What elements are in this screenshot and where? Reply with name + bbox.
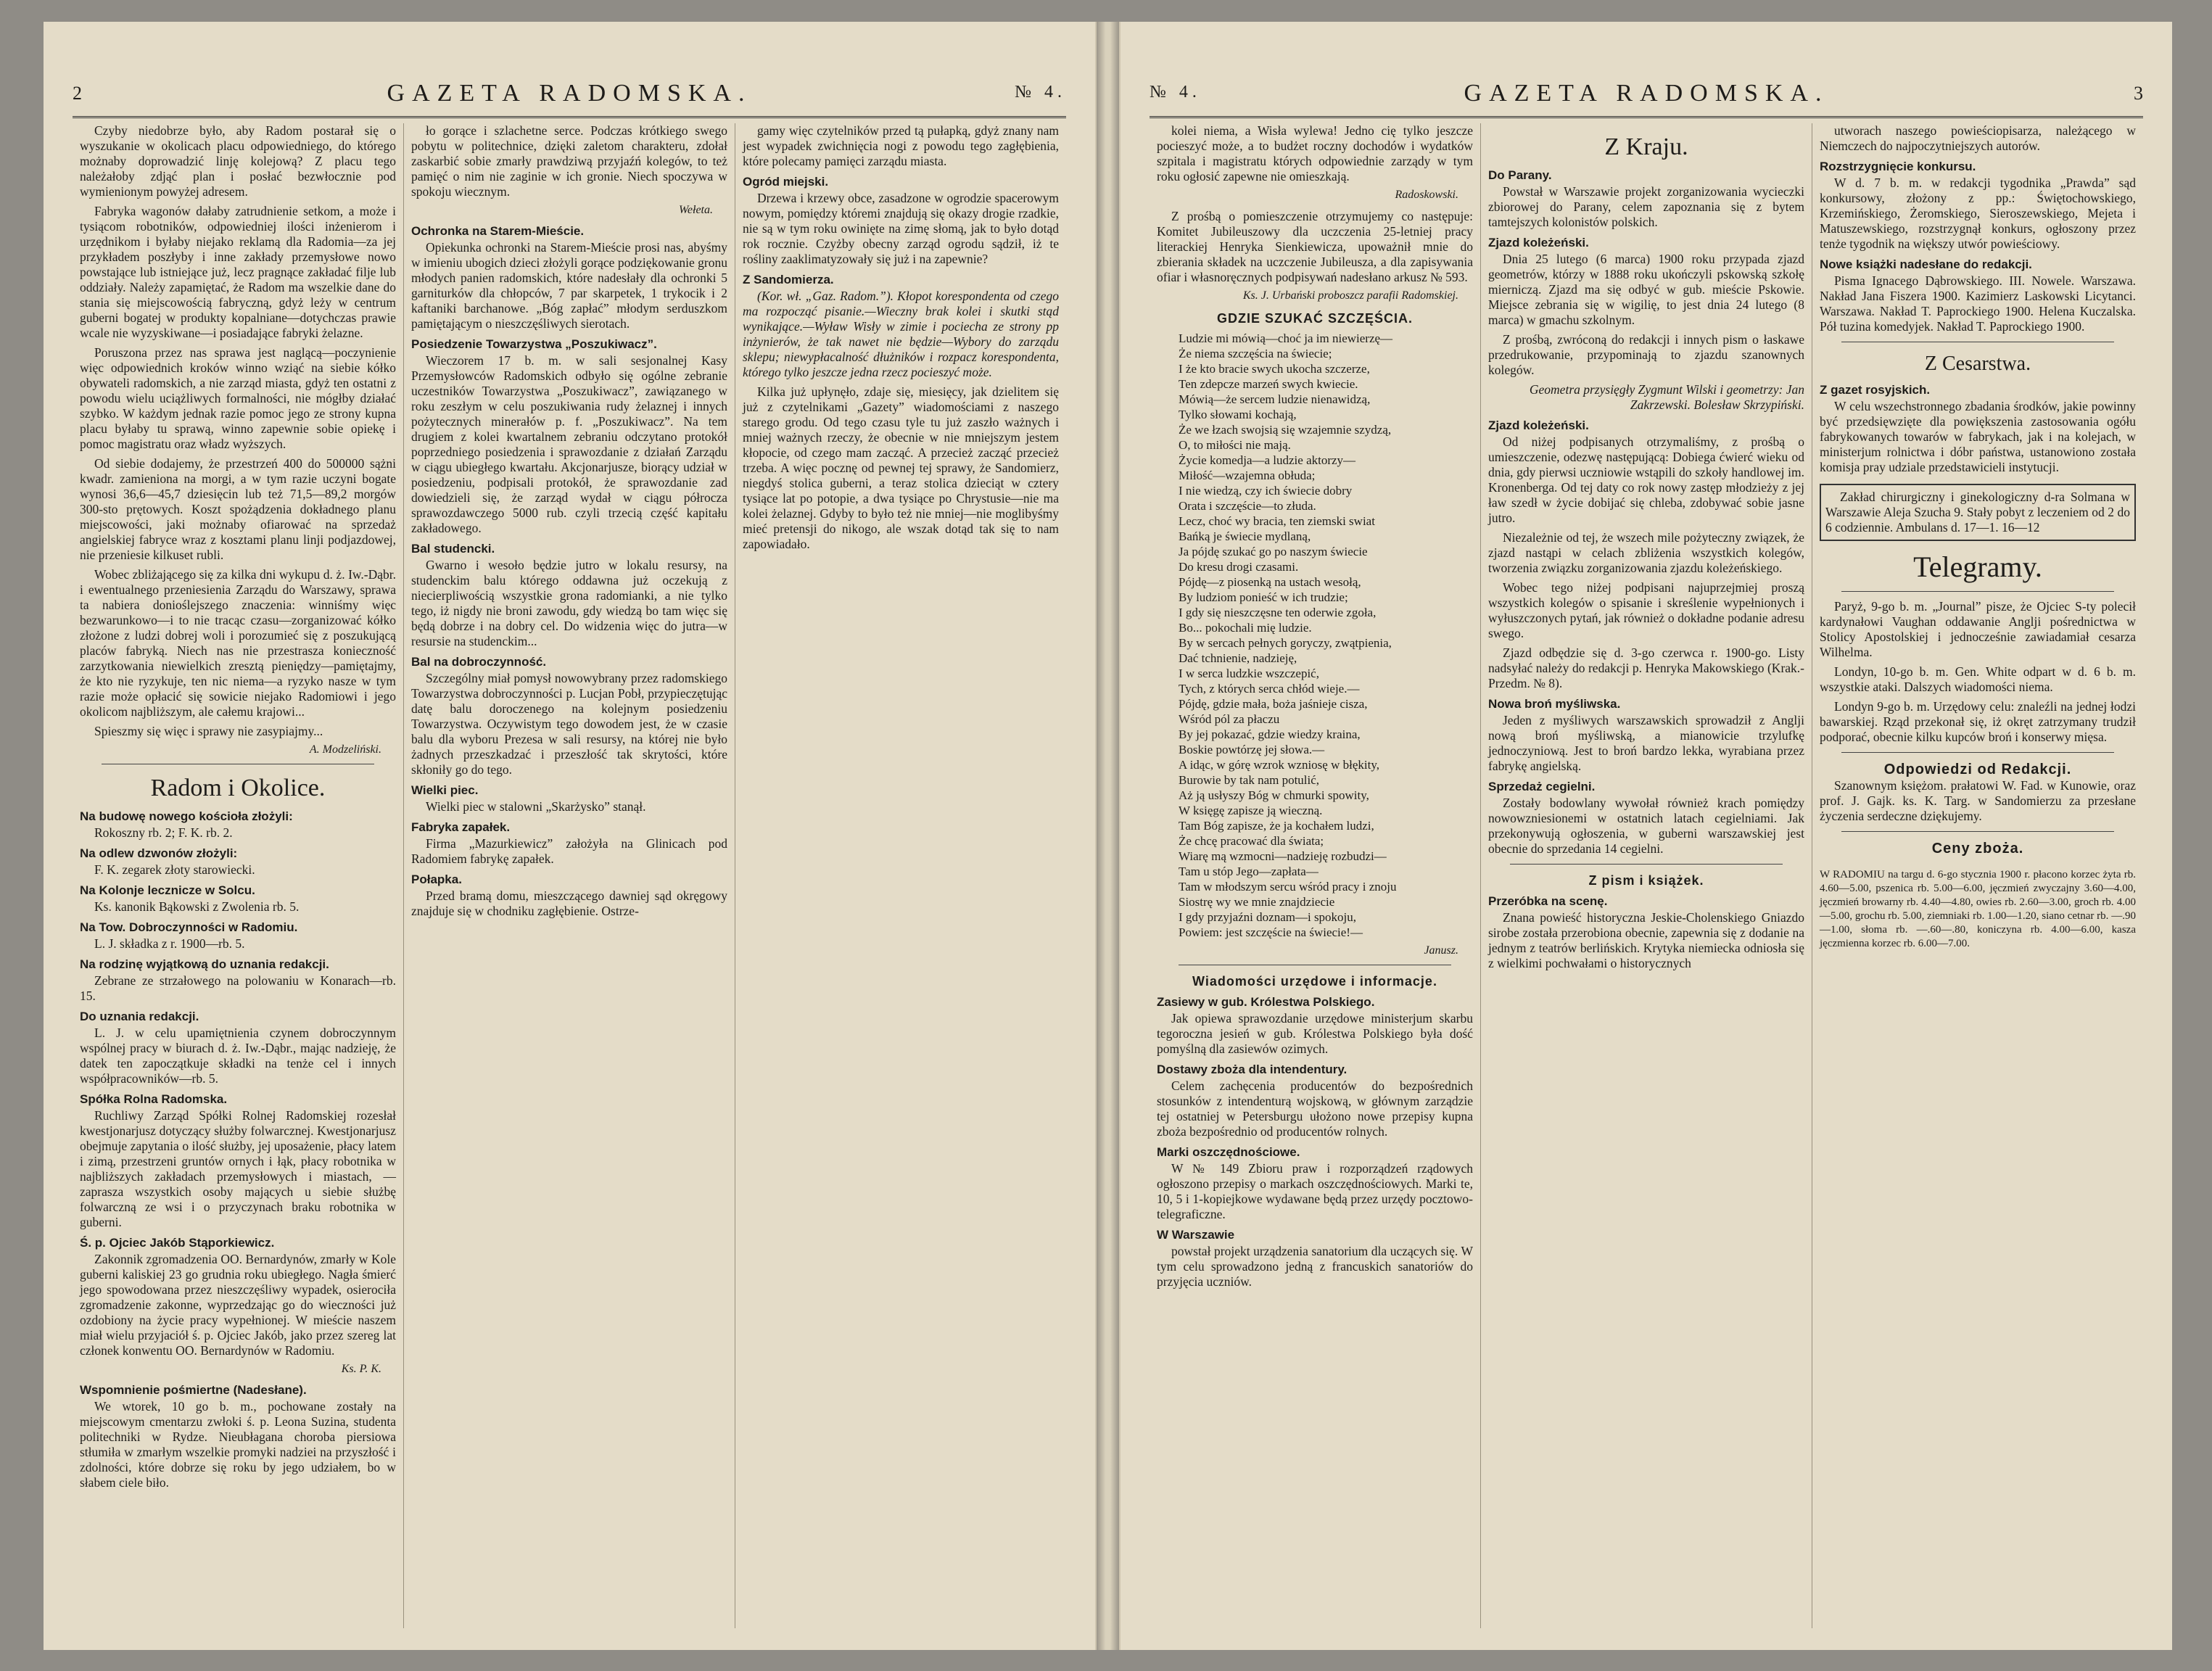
left-column-1 <box>73 123 403 1628</box>
poem-line: Orata i szczęście—to złuda. <box>1179 499 1316 513</box>
signature: A. Modzeliński. <box>309 743 381 756</box>
item-text: (Kor. wł. „Gaz. Radom.”). Kłopot korespondenta od czego ma rozpocząć pisanie.—Wieczny brak kolei i skutki stąd wynikające.—Wyław Wisły w zimie i pociecha ze strony pp inżynierów, że tak nawet nie będzie—Wybory do zarządu sklepu; niewypłacalność dłużników i rozpacz korespondenta, którego tylko jeszcze jedna rzecz pocieszyć może. <box>743 289 1059 379</box>
item-text: Z prośbą, zwróconą do redakcji i innych pism o łaskawe przedrukowanie, przypominają to zjazdu szanownych kolegów. <box>1488 332 1804 377</box>
left-column-3 <box>735 123 1066 1628</box>
item-text: Rokoszny rb. 2; F. K. rb. 2. <box>94 825 233 840</box>
telegram: Londyn, 10-go b. m. Gen. White odpart w d. 6 b. m. wszystkie ataki. Dalszych wiadomości niema. <box>1820 664 2136 694</box>
poem-line: Aż ją usłyszy Bóg w chmurki spowity, <box>1179 788 1369 802</box>
item-heading: W Warszawie <box>1157 1228 1235 1242</box>
item-heading: Ogród miejski. <box>743 175 829 189</box>
item-heading: Nowe książki nadesłane do redakcji. <box>1820 257 2032 271</box>
poem-line: O, to miłości nie mają. <box>1179 438 1291 452</box>
poem-line: By ludziom ponieść w ich trudzie; <box>1179 590 1348 604</box>
item-text: Przed bramą domu, mieszczącego dawniej sąd okręgowy znajduje się w chodniku zagłębienie. Ostrze- <box>411 888 727 918</box>
item-text: Geometra przysięgły Zygmunt Wilski i geometrzy: Jan Zakrzewski. Bolesław Skrzypiński. <box>1529 382 1804 412</box>
item-heading: Przeróbka na scenę. <box>1488 894 1608 908</box>
item-heading: Bal na dobroczynność. <box>411 655 547 669</box>
item-text: Od niżej podpisanych otrzymaliśmy, z prośbą o umieszczenie, odezwę następującą: Dobiega ćwierć wieku od dnia, gdy pierwsi uczniowie wstąpili do szkoły handlowej im. Kronenberga. Od tej daty co rok nowy zastęp młodzieży z jej ław szedł w życie dobijać się chleba, zdobywać sobie jasne jutro. <box>1488 434 1804 525</box>
item-text: Niezależnie od tej, że wszech mile pożyteczny związek, że zjazd nastąpi w celach zbliżenia wszystkich kolegów, tworzenia związku zorganizowania zjazdu koleżeńskiego. <box>1488 530 1804 575</box>
item-heading: Posiedzenie Towarzystwa „Poszukiwacz”. <box>411 337 657 351</box>
item-text: powstał projekt urządzenia sanatorium dla uczących się. W tym celu sprowadzono jedną z francuskich sanatoriów do przyjęcia uczniów. <box>1157 1244 1473 1289</box>
signature: Radoskowski. <box>1395 189 1458 201</box>
signature: Janusz. <box>1424 944 1458 957</box>
item-heading: Na rodzinę wyjątkową do uznania redakcji. <box>80 957 329 971</box>
item-heading: Ochronka na Starem-Mieście. <box>411 224 585 238</box>
section-heading: Odpowiedzi od Redakcji. <box>1883 762 2072 777</box>
poem-line: W księgę zapisze ją wieczną. <box>1179 804 1323 817</box>
poem-line: By w sercach pełnych goryczy, zwątpienia, <box>1179 636 1392 650</box>
item-text: Jeden z myśliwych warszawskich sprowadził z Anglji nową broń myśliwską, a mianowicie trzylufkę jednoczyniową. Jest to broń bardzo lekka, wyrabiana przez fabrykę angielską. <box>1488 713 1804 773</box>
section-heading: Z pism i książek. <box>1588 873 1704 888</box>
item-heading: Nowa broń myśliwska. <box>1488 697 1621 711</box>
item-heading: Zasiewy w gub. Królestwa Polskiego. <box>1157 995 1375 1009</box>
paragraph: Z prośbą o pomieszczenie otrzymujemy co następuje: Komitet Jubileuszowy dla uczczenia 25-letniej pracy literackiej Henryka Sienkiewicza, upoważnił mnie do zbierania składek na uczczenie Jubileusza, a dla zapisywania ofiar i własnoręcznych podpisywań nadesłano arkusz № 593. <box>1157 209 1473 284</box>
poem-line: Że chcę pracować dla świata; <box>1179 834 1324 848</box>
item-heading: Z gazet rosyjskich. <box>1820 383 1931 397</box>
paragraph: Czyby niedobrze było, aby Radom postarał się o wyszukanie w okolicach placu odpowiedniego, do którego możnaby doprowadzić linję kolejową? Z placu tego należałoby zdjąć plan i posłać bezwłocznie pod wymienionym powyżej adresem. <box>80 123 396 199</box>
poem-line: Powiem: jest szczęście na świecie!— <box>1179 925 1363 939</box>
poem-line: I w serca ludzkie wszczepić, <box>1179 667 1319 680</box>
masthead-title: GAZETA RADOMSKA. <box>1464 80 1829 107</box>
left-columns <box>73 123 1066 1628</box>
item-heading: Wielki piec. <box>411 783 479 797</box>
poem-line: Tych, z których serca chłód wieje.— <box>1179 682 1360 696</box>
paragraph: Wobec zbliżającego się za kilka dni wykupu d. ż. Iw.-Dąbr. i ewentualnego przeniesienia Zarządu do Warszawy, sprawa ta nabiera donioślejszego znaczenia: winniśmy więc bezwarunkowo—i to nie tracąc czasu—zorganizować kółko złożone z ludzi dobrej woli i porozumieć się z poszukującą placów fabryką. Niech nas nie przestrasza konieczność zarzytkowania niewielkich zresztą pieniędzy—pamiętajmy, że kto nie ryzykuje, ten nic niema—a ryzyko nasze w tym razie może opłacić się sowicie niejako Radomiowi i jego okolicom najbliższym, ale całemu krajowi... <box>80 567 396 719</box>
newspaper-spread <box>44 22 2172 1650</box>
item-heading: Wspomnienie pośmiertne (Nadesłane). <box>80 1383 307 1397</box>
telegram: Londyn 9-go b. m. Urzędowy celu: znaleźli na jednej łodzi bawarskiej. Rząd przekonał się, iż okręt zatrzymany trudził podporać, obecnie kilku kupców broń i konserwy mięsa. <box>1820 699 2136 744</box>
poem-line: By jej pokazać, gdzie wiedzy kraina, <box>1179 727 1361 741</box>
item-heading: Na Kolonje lecznicze w Solcu. <box>80 883 255 897</box>
item-text: Zostały bodowlany wywołał również krach pomiędzy nowowzniesionemi w ostatnich latach cegielniami. Jak przekonywują ogłoszenia, w guberni warszawskiej jest obecnie do sprzedania 14 cegielni. <box>1488 796 1804 856</box>
poem-line: Boskie powtórzę jej słowa.— <box>1179 743 1325 756</box>
item-text: Ks. kanonik Bąkowski z Zwolenia rb. 5. <box>94 899 300 914</box>
poem-line: Lecz, choć wy bracia, ten ziemski swiat <box>1179 514 1375 528</box>
poem-line: Tam u stóp Jego—zapłata— <box>1179 865 1318 878</box>
masthead-title: GAZETA RADOMSKA. <box>387 80 752 107</box>
telegram: Paryż, 9-go b. m. „Journal” pisze, że Ojciec S-ty polecił kardynałowi Vaughan oddawanie Anglji pośrednictwa w Stolicy Apostolskiej i jednocześnie zawiadamiał cesarza Wilhelma. <box>1820 599 2136 659</box>
item-text: L. J. w celu upamiętnienia czynem dobroczynnym wspólnej pracy w biurach d. ż. Iw.-Dąbr., mając nadzieję, że datek ten zapoczątkuje składki na tenże cel i innych współpracowników—rb. 5. <box>80 1026 396 1086</box>
paragraph: ło gorące i szlachetne serce. Podczas krótkiego swego pobytu w politechnice, dzięki zaletom charakteru, zdołał zaskarbić sobie zmarły prawdziwą przyjaźń kolegów, to też pamięć o nim nie zaginie w ich gronie. Niech spoczywa w spokoju wiecznym. <box>411 123 727 199</box>
issue-number: № 4. <box>1015 83 1066 102</box>
poem-line: Mówią—że sercem ludzie nienawidzą, <box>1179 392 1371 406</box>
poem-line: I gdy się nieszczęsne ten oderwie zgoła, <box>1179 606 1377 619</box>
item-heading: Z Sandomierza. <box>743 273 834 286</box>
item-text: Ruchliwy Zarząd Spółki Rolnej Radomskiej rozesłał kwestjonarjusz dotyczący służby folwarcznej. Kwestjonarjusz obejmuje zapytania o ilość służby, jej uposażenie, płacy latem i zimą, przestrzeni gruntów ornych i łąk, płacy robotnika w najbliższych zakładach przemysłowych i miastach, — zaprasza wszystkich osoby mających u siebie służbę folwarczną ze wsi i o przyczynach braku robotnika w guberni. <box>80 1108 396 1229</box>
page-number: 2 <box>73 83 82 104</box>
right-column-2 <box>1480 123 1812 1628</box>
item-text: W № 149 Zbioru praw i rozporządzeń rządowych ogłoszono przepisy o markach oszczędnościowych. Marki te, 10, 5 i 1-kopiejkowe wydawane będą przez urzędy pocztowo-telegraficzne. <box>1157 1161 1473 1221</box>
item-text: Dnia 25 lutego (6 marca) 1900 roku przypada zjazd geometrów, którzy w 1888 roku ukończyli pskowską szkołę mierniczą. Zjazd ma się odbyć w gub. mieście Pskowie. Miejsce zebrania się w wigilię, to jest dnia 24 lutego (8 marca) w gmachu szkolnym. <box>1488 252 1804 327</box>
poem-line: Wiarę mą wzmocni—nadzieję rozbudzi— <box>1179 849 1387 863</box>
paragraph: Fabryka wagonów dałaby zatrudnienie setkom, a może i tysiącom robotników, odpowiedniej ilości inżenierom i urzędnikom i byłaby niejako reklamą dla Radomia—za jej przykładem poszłyby i inne zakłady przemysłowe nowo powstające lub istniejące już, lecz pragnące zakładać filje lub oddziały. Należy zapamiętać, że Radom ma wszelkie dane do stania się miejscowością fabryczną, gdyż leży w centrum guberni bogatej w produkty kopalniane—dotychczas prawie wcale nie wyzyskiwane—i posiadające fabryki żelazne. <box>80 204 396 340</box>
item-heading: Do uznania redakcji. <box>80 1010 199 1023</box>
left-page <box>44 22 1097 1650</box>
right-column-1 <box>1150 123 1480 1628</box>
poem-line: I nie wiedzą, czy ich świecie dobry <box>1179 484 1353 498</box>
poem-line: Że we łzach swojsią się wzajemnie szydzą, <box>1179 423 1392 437</box>
item-text: Opiekunka ochronki na Starem-Mieście prosi nas, abyśmy w imieniu ubogich dzieci złożyli gorące podziękowanie gronu młodych panien radomskich, które nadesłały dla ochronki 5 garniturków dla chłopców, 7 par skarpetek, 1 trykocik i 2 kaftaniki barchanowe. „Bóg zapłać” młodym serduszkom pamiętającym o nieszczęśliwych sierotach. <box>411 240 727 331</box>
item-text: Powstał w Warszawie projekt zorganizowania wycieczki zbiorowej do Parany, celem zapoznania się z bytem tamtejszych kolonistów polskich. <box>1488 184 1804 229</box>
divider <box>1510 864 1783 865</box>
paragraph: Poruszona przez nas sprawa jest naglącą—poczynienie więc odpowiednich kroków winno wziąć na siebie kółko obywateli radomskich, a nie zarząd miasta, gdyż ten ostatni z powodu wielu uciążliwych formalności, nie mógłby działać szybko. W każdym jednak razie pomoc jego ze strony kupna placu byłaby tu sprawą, winno zapewnie sobie opiekę i pomoc magistratu oraz władz wyższych. <box>80 345 396 451</box>
poem-line: Miłość—wzajemna obłuda; <box>1179 469 1316 482</box>
poem-line: Ludzie mi mówią—choć ja im niewierzę— <box>1179 331 1393 345</box>
issue-number: № 4. <box>1150 83 1201 102</box>
item-text: Jak opiewa sprawozdanie urzędowe ministerjum skarbu tegoroczna jesień w gub. Królestwa Polskiego była dość pomyślną dla zasiewów ozimych. <box>1157 1011 1473 1056</box>
poem-line: Pójdę—z piosenką na ustach wesołą, <box>1179 575 1361 589</box>
divider <box>1841 752 2114 753</box>
item-heading: Na odlew dzwonów złożyli: <box>80 846 238 860</box>
item-heading: Ś. p. Ojciec Jakób Stąporkiewicz. <box>80 1236 275 1250</box>
poem-line: Pójdę, gdzie mała, boża jaśnieje cisza, <box>1179 697 1368 711</box>
poem-line: Bańką je świecie mydlaną, <box>1179 529 1311 543</box>
left-column-2 <box>403 123 735 1628</box>
item-heading: Fabryka zapałek. <box>411 820 511 834</box>
paragraph: gamy więc czytelników przed tą pułapką, gdyż znany nam jest wypadek zwichnięcia nogi z powodu tego zagłębienia, które polecamy pamięci zarządu miasta. <box>743 123 1059 168</box>
poem-line: Ja pójdę szukać go po naszym świecie <box>1179 545 1368 558</box>
poem <box>1157 331 1473 940</box>
left-page-header <box>73 73 1066 118</box>
item-text: Celem zachęcenia producentów do bezpośrednich stosunków z intendenturą wojskową, w głównym zarządzie tej ostatniej w Petersburgu ułożono nowe przepisy kupna zboża bezpośrednio od producentów rolnych. <box>1157 1078 1473 1139</box>
poem-title: GDZIE SZUKAĆ SZCZĘŚCIA. <box>1216 311 1413 326</box>
poem-line: Tylko słowami kochają, <box>1179 408 1297 421</box>
paragraph: Od siebie dodajemy, że przestrzeń 400 do 500000 sążni kwadr. zamieniona na morgi, a w tym razie uczyni bogate wynosi 36,6—45,7 dziesięcin lub też 71,5—89,2 morgów 300-sto prętowych. Koszt spożądzenia dokładnego planu miejscowości, jaki możnaby ofiarować na sprzedaż angielskiej fabryce wraz z kosztami planu linji podjazdowej, nie przeniesie kilkuset rubli. <box>80 456 396 562</box>
item-heading: Bal studencki. <box>411 542 495 556</box>
item-heading: Dostawy zboża dla intendentury. <box>1157 1063 1348 1076</box>
section-heading: Ceny zboża. <box>1931 841 2024 857</box>
section-heading: Radom i Okolice. <box>150 775 326 801</box>
right-columns <box>1150 123 2143 1628</box>
divider <box>1841 831 2114 832</box>
item-heading: Połapka. <box>411 872 462 886</box>
poem-line: I gdy przyjaźni doznam—i spokoju, <box>1179 910 1357 924</box>
item-text: Szczególny miał pomysł nowowybrany przez radomskiego Towarzystwa dobroczynności p. Lucjan Pobł, przypieczętując datę balu doroczenego na kolejnym posiedzeniu Towarzystwa. Oczywistym tego dowodem jest, że w czasie balu dla wyboru Prezesa w sali resursy, na której nie było żadnych przeszkadzać i przeszłość tak skrytości, które skłoniły go do tego. <box>411 671 727 777</box>
poem-line: Siostrę wy we mnie znajdziecie <box>1179 895 1335 909</box>
item-heading: Zjazd koleżeński. <box>1488 418 1589 432</box>
poem-line: Ten zdepcze marzeń swych kwiecie. <box>1179 377 1358 391</box>
item-text: Gwarno i wesoło będzie jutro w lokalu resursy, na studenckim balu którego oddawna już oczekują z niecierpliwością wszystkie grona radomianki, a nie tylko tego, iż nigdy nie broni zawodu, gdy wiedzą bo tam więc się będą dobrze i na dobry cel. Do widzenia więc do jutra—w resursie na studenckim... <box>411 558 727 648</box>
poem-line: Tam w młodszym sercu wśród pracy i znoju <box>1179 880 1397 894</box>
item-text: Znana powieść historyczna Jeskie-Cholenskiego Gniazdo sirobe została przerobiona obecnie, zapewnia się z dodanie na jednym z teatrów berlińskich. Krytyka niemiecka odniosła się z wielkimi pochwałami o historycznych <box>1488 910 1804 970</box>
grain-prices: W RADOMIU na targu d. 6-go stycznia 1900 r. płacono korzec żyta rb. 4.60—5.00, pszenica rb. 5.00—6.00, jęczmień zwyczajny 3.60—4.00, jęczmień browarny rb. 4.40—4.80, owies rb. 2.60—3.00, groch rb. 4.00—5.00, grochu rb. 5.00, ziemniaki rb. 1.00—1.20, siano cetnar rb. —.90—1.00, słoma rb. —.60—.80, koniczyna rb. 4.00—6.00, kasza jęczmienna korzec rb. 6.00—7.00. <box>1820 869 2136 949</box>
poem-line: Tam Bóg zapisze, że ja kochałem ludzi, <box>1179 819 1374 833</box>
item-text: Kilka już upłynęło, zdaje się, miesięcy, jak dzielitem się już z czytelnikami „Gazety” wiadomościami z naszego starego grodu. Od tego czasu tyle tu już zaszło ważnych i mniej ważnych rzeczy, że obecnie w nie mniejszym jestem kłopocie, od czego mam zacząć. A przecież zacząć przecież trzeba. A więc pocznę od pewnej tej sprawy, że Sandomierz, niegdyś stolica guberni, a teraz stolica dzieciąt w cztery tysiące lat po potopie, a dwa tysiące po Chrystusie—nie ma kolei żelaznej. Gdyby to było też nie mniej—nie moglibyśmy mieć pretensji do nikogo, ale wszak dotąd tak się to nam zapowiadało. <box>743 384 1059 551</box>
poem-line: Że niema szczęścia na świecie; <box>1179 347 1332 360</box>
poem-line: A idąc, w górę wzrok wzniosę w błękity, <box>1179 758 1379 772</box>
paragraph: Spieszmy się więc i sprawy nie zasypiajmy... <box>94 724 323 738</box>
item-text: L. J. składka z r. 1900—rb. 5. <box>94 936 245 951</box>
item-text: Drzewa i krzewy obce, zasadzone w ogrodzie spacerowym nowym, pomiędzy któremi znajdują się okazy drogie rzadkie, nie są w tym roku owinięte na zimę słomą, jak to było dotąd rok rocznie. Czyżby obecny zarząd ogrodu sądził, iż te rośliny zaaklimatyzowały się już i na zapewnie? <box>743 191 1059 266</box>
poem-line: Dać tchnienie, nadzieję, <box>1179 651 1297 665</box>
right-column-3 <box>1812 123 2143 1628</box>
poem-line: I że kto bracie swych ukocha szczerze, <box>1179 362 1370 376</box>
poem-line: Życie komedja—a ludzie aktorzy— <box>1179 453 1356 467</box>
item-heading: Rozstrzygnięcie konkursu. <box>1820 160 1976 173</box>
page-gutter <box>1097 22 1119 1650</box>
advertisement-text: Zakład chirurgiczny i ginekologiczny d-ra Solmana w Warszawie Aleja Szucha 9. Stały pobyt z leczeniem od 2 do 6 codziennie. Ambulans d. 17—1. 16—12 <box>1825 490 2130 535</box>
section-heading: Telegramy. <box>1913 550 2042 583</box>
item-text: W celu wszechstronnego zbadania środków, jakie powinny być przedsięwzięte dla powiększenia zastosowania ogółu fabrykowanych towarów w fabrykach, jak i na kolejach, w ministerjum rolnictwa i dóbr państwa, ustanowiono została komisja pray udziale przedstawicieli instytucji. <box>1820 399 2136 474</box>
item-heading: Zjazd koleżeński. <box>1488 236 1589 249</box>
item-heading: Do Parany. <box>1488 168 1552 182</box>
item-text: W d. 7 b. m. w redakcji tygodnika „Prawda” sąd konkursowy, złożony z pp.: Świętochowskiego, Krzemińskiego, Żeromskiego, Sieroszewskiego, Mejeta i Matuszewskiego, rozstrzygnął konkurs, ogłoszony przez tenże tygodnik na większy utwór powieściowy. <box>1820 176 2136 251</box>
paragraph: utworach naszego powieściopisarza, należącego w Niemczech do najpoczytniejszych autorów. <box>1820 123 2136 153</box>
signature: Ks. P. K. <box>341 1363 381 1375</box>
signature: Ks. J. Urbański proboszcz parafii Radomskiej. <box>1242 289 1458 302</box>
section-heading: Wiadomości urzędowe i informacje. <box>1192 974 1437 989</box>
poem-line: Burowie by tak nam potulić, <box>1179 773 1320 787</box>
item-text: Pisma Ignacego Dąbrowskiego. III. Nowele. Warszawa. Nakład Jana Fiszera 1900. Kazimierz Laskowski Licytanci. Warszawa. Nakład T. Paprockiego 1900. Helena Kuczalska. Pół tuzina komedyjek. Nakład T. Paprockiego 1900. <box>1820 273 2136 334</box>
right-page <box>1119 22 2172 1650</box>
item-text: Wieczorem 17 b. m. w sali sesjonalnej Kasy Przemysłowców Radomskich odbyło się ogólne zebranie uczestników Towarzystwa „Poszukiwacz”, zawiązanego w roku zeszłym w celu poszukiwania rudy żelaznej i innych pożytecznych minerałów p. f. „Poszukiwacz”. Na tem drugiem z kolei kwartalnem zebraniu odczytano protokół poprzedniego posiedzenia i sprawozdanie z działań Zarządu w ciągu ubiegłego kwartału. Akcjonarjusze, biorący udział w posiedzeniu, podpisali protokół, że sprawozdanie zad dowiedzieli się, że zarząd wydał w ciągu półrocza sprawozdawczego 5000 rub. czyli trzecią część kapitału zakładowego. <box>411 353 727 535</box>
item-heading: Marki oszczędnościowe. <box>1157 1145 1300 1159</box>
right-page-header <box>1150 73 2143 118</box>
signature: Wełeta. <box>679 204 713 216</box>
section-heading: Z Cesarstwa. <box>1924 352 2031 375</box>
page-number: 3 <box>2134 83 2143 104</box>
item-text: We wtorek, 10 go b. m., pochowane zostały na miejscowym cmentarzu zwłoki ś. p. Leona Suzina, studenta politechniki w Rydze. Nieubłagana choroba piersiowa stłumiła w zmarłym wszelkie promyki nadziei na przyszłość i zdolności, które dobrze się roku by jego udziałem, bo w słabem ciele biło. <box>80 1399 396 1490</box>
item-heading: Spółka Rolna Radomska. <box>80 1092 228 1106</box>
poem-line: Bo... pokochali mię ludzie. <box>1179 621 1312 635</box>
item-text: Zakonnik zgromadzenia OO. Bernardynów, zmarły w Kole guberni kaliskiej 23 go grudnia roku ubiegłego. Nagła śmierć jego spowodowana przez nieszczęśliwy wypadek, osierociła zgromadzenie zakonne, wyprzedzając go do wieczności już ozdobiony na życie pracy wypełnionej. W mieście naszem miał wielu przyjaciół ś. p. Ojciec Jakób, jako przez szereg lat członek konwentu OO. Bernardynów w Radomiu. <box>80 1252 396 1358</box>
item-text: Firma „Mazurkiewicz” założyła na Glinicach pod Radomiem fabrykę zapałek. <box>411 836 727 866</box>
item-heading: Sprzedaż cegielni. <box>1488 780 1596 793</box>
item-text: Szanownym księżom. prałatowi W. Fad. w Kunowie, oraz prof. J. Gajk. ks. K. Targ. w Sandomierzu za przesłane życzenia serdeczne dziękujemy. <box>1820 778 2136 823</box>
item-text: F. K. zegarek złoty starowiecki. <box>94 862 255 877</box>
item-text: Zjazd odbędzie się d. 3-go czerwca r. 1900-go. Listy nadsyłać należy do redakcji p. Henryka Makowskiego (Krak.-Przedm. № 8). <box>1488 645 1804 690</box>
item-heading: Na budowę nowego kościoła złożyli: <box>80 809 293 823</box>
item-text: Zebrane ze strzałowego na polowaniu w Konarach—rb. 15. <box>80 973 396 1003</box>
poem-line: Wśród pól za płaczu <box>1179 712 1280 726</box>
advertisement <box>1820 484 2136 541</box>
section-heading: Z Kraju. <box>1604 133 1688 160</box>
item-heading: Na Tow. Dobroczynności w Radomiu. <box>80 920 298 934</box>
item-text: Wielki piec w stalowni „Skarżysko” stanął. <box>426 799 646 814</box>
paragraph: kolei niema, a Wisła wylewa! Jedno cię tylko jeszcze pocieszyć może, a to budżet roczny dochodów i wydatków szpitala i magistratu których odpowiednie zarządy w tym roku ogłosić zapewne nie omieszkają. <box>1157 123 1473 183</box>
divider <box>1841 591 2114 592</box>
poem-line: Do kresu drogi czasami. <box>1179 560 1299 574</box>
item-text: Wobec tego niżej podpisani najuprzejmiej proszą wszystkich kolegów o spisanie i skreślenie wypełnionych i wyłuszczonych pytań, jak również o dokładne podanie adresu swego. <box>1488 580 1804 640</box>
